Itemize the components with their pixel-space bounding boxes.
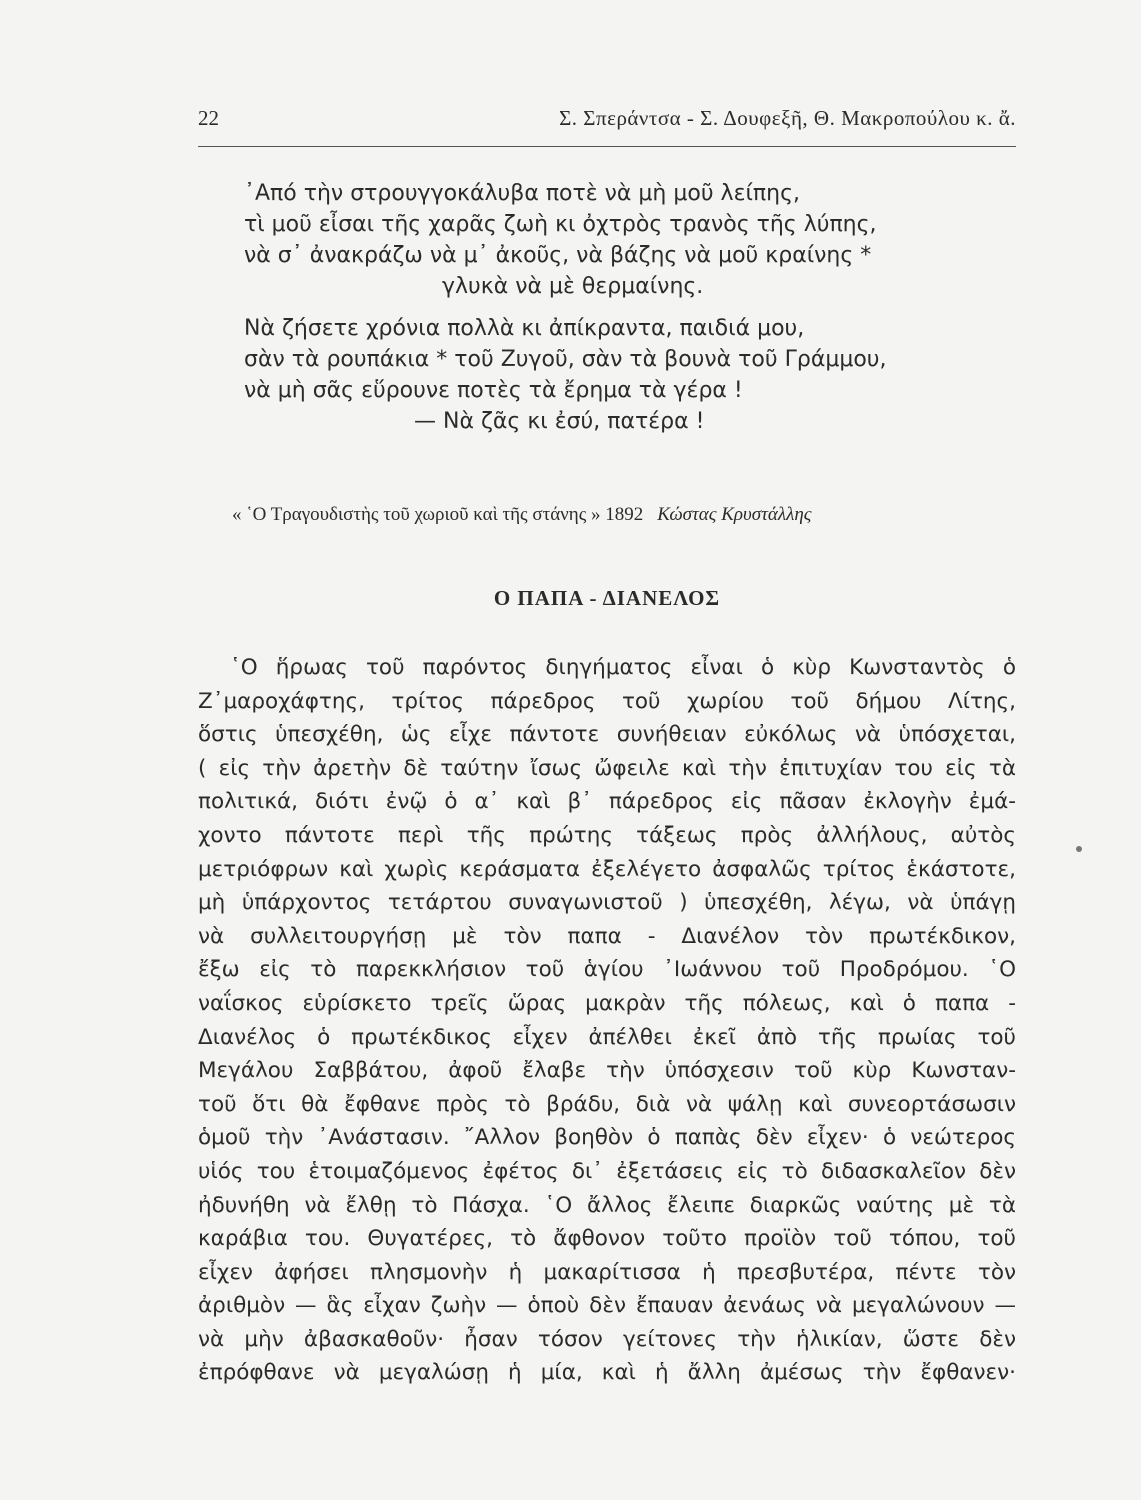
body-line: νὰ μὴν ἀβασκαθοῦν· ἦσαν τόσον γείτονες τὴν ἡλικίαν, ὥστε δὲν [198, 1326, 1016, 1352]
body-line: μετριόφρων καὶ χωρὶς κεράσματα ἐξελέγετο ἀσφαλῶς τρίτος ἑκάστοτε, [198, 856, 1016, 882]
body-line: υἱός του ἑτοιμαζόμενος ἐφέτος δι᾽ ἐξετάσεις εἰς τὸ διδασκαλεῖον δὲν [198, 1158, 1016, 1184]
body-text [198, 651, 1016, 1390]
section-title: Ο ΠΑΠΑ - ΔΙΑΝΕΛΟΣ [493, 586, 721, 610]
citation-source: « ῾Ο Τραγουδιστὴς τοῦ χωριοῦ καὶ τῆς στάνης » 1892 [232, 504, 644, 525]
poem-line: γλυκὰ νὰ μὲ θερμαίνης. [442, 274, 704, 299]
body-line: καράβια του. Θυγατέρες, τὸ ἄφθονον τοῦτο προϊὸν τοῦ τόπου, τοῦ [198, 1226, 1016, 1252]
body-line: ναΐσκος εὑρίσκετο τρεῖς ὥρας μακρὰν τῆς πόλεως, καὶ ὁ παπα - [198, 990, 1016, 1016]
poem-line: σὰν τὰ ρουπάκια * τοῦ Ζυγοῦ, σὰν τὰ βουνὰ τοῦ Γράμμου, [244, 347, 887, 372]
body-line: ὅστις ὑπεσχέθη, ὡς εἶχε πάντοτε συνήθειαν εὐκόλως νὰ ὑπόσχεται, [198, 722, 1016, 748]
body-line: μὴ ὑπάρχοντος τετάρτου συναγωνιστοῦ ) ὑπεσχέθη, λέγω, νὰ ὑπάγῃ [198, 890, 1016, 916]
body-line: ἔξω εἰς τὸ παρεκκλήσιον τοῦ ἁγίου ᾽Ιωάννου τοῦ Προδρόμου. ῾Ο [198, 957, 1016, 983]
body-line: πολιτικά, διότι ἐνῷ ὁ α᾽ καὶ β᾽ πάρεδρος εἰς πᾶσαν ἐκλογὴν ἐμά- [198, 789, 1016, 815]
poem-line: Νὰ ζήσετε χρόνια πολλὰ κι ἀπίκραντα, παιδιά μου, [244, 316, 805, 341]
body-line: εἶχεν ἀφήσει πλησμονὴν ἡ μακαρίτισσα ἡ πρεσβυτέρα, πέντε τὸν [198, 1259, 1016, 1285]
stanza-gap [244, 302, 1004, 313]
body-line: χοντο πάντοτε περὶ τῆς πρώτης τάξεως πρὸς ἀλλήλους, αὐτὸς [198, 822, 1016, 848]
body-line: Μεγάλου Σαββάτου, ἀφοῦ ἔλαβε τὴν ὑπόσχεσιν τοῦ κὺρ Κωνσταν- [198, 1058, 1016, 1084]
body-line: ῾Ο ἥρωας τοῦ παρόντος διηγήματος εἶναι ὁ κὺρ Κωνσταντὸς ὁ [230, 655, 1016, 680]
poem-citation [232, 504, 1032, 526]
poem-line: τὶ μοῦ εἶσαι τῆς χαρᾶς ζωὴ κι ὀχτρὸς τρανὸς τῆς λύπης, [244, 212, 877, 237]
body-line: νὰ συλλειτουργήσῃ μὲ τὸν παπα - Διανέλον τὸν πρωτέκδικον, [198, 923, 1016, 949]
body-line: Διανέλος ὁ πρωτέκδικος εἶχεν ἀπέλθει ἐκεῖ ἀπὸ τῆς πρωίας τοῦ [198, 1024, 1016, 1050]
header-rule [198, 146, 1016, 147]
poem-line: νὰ σ᾽ ἀνακράζω νὰ μ᾽ ἀκοῦς, νὰ βάζης νὰ μοῦ κραίνης * [244, 243, 872, 268]
poem-line: νὰ μὴ σᾶς εὕρουνε ποτὲς τὰ ἔρημα τὰ γέρα ! [244, 378, 743, 403]
body-line: ἀριθμὸν — ἃς εἶχαν ζωὴν — ὁποὺ δὲν ἔπαυαν ἀενάως νὰ μεγαλώνουν — [198, 1293, 1016, 1319]
poem-line: — Νὰ ζᾶς κι ἐσύ, πατέρα ! [414, 409, 705, 434]
body-line: Ζ᾽μαροχάφτης, τρίτος πάρεδρος τοῦ χωρίου τοῦ δήμου Λίτης, [198, 688, 1016, 714]
running-head-authors: Σ. Σπεράντσα - Σ. Δουφεξῆ, Θ. Μακροπούλου κ. ἄ. [559, 106, 1016, 130]
margin-dot [1076, 846, 1082, 852]
citation-author: Κώστας Κρυστάλλης [657, 504, 812, 525]
body-line: ἐπρόφθανε νὰ μεγαλώσῃ ἡ μία, καὶ ἡ ἄλλη ἀμέσως τὴν ἔφθανεν· [198, 1360, 1016, 1386]
body-line: ( εἰς τὴν ἀρετὴν δὲ ταύτην ἴσως ὤφειλε καὶ τὴν ἐπιτυχίαν του εἰς τὰ [198, 755, 1016, 781]
body-line: τοῦ ὅτι θὰ ἔφθανε πρὸς τὸ βράδυ, διὰ νὰ ψάλῃ καὶ συνεορτάσωσιν [198, 1091, 1016, 1117]
page-number: 22 [198, 106, 219, 130]
body-line: ὁμοῦ τὴν ᾽Ανάστασιν. ῎Αλλον βοηθὸν ὁ παπὰς δὲν εἶχεν· ὁ νεώτερος [198, 1125, 1016, 1151]
poem [244, 178, 1004, 437]
poem-line: ᾽Από τὴν στρουγγοκάλυβα ποτὲ νὰ μὴ μοῦ λείπης, [244, 181, 800, 206]
body-line: ἠδυνήθη νὰ ἔλθῃ τὸ Πάσχα. ῾Ο ἄλλος ἔλειπε διαρκῶς ναύτης μὲ τὰ [198, 1192, 1016, 1218]
running-header [198, 106, 1016, 140]
